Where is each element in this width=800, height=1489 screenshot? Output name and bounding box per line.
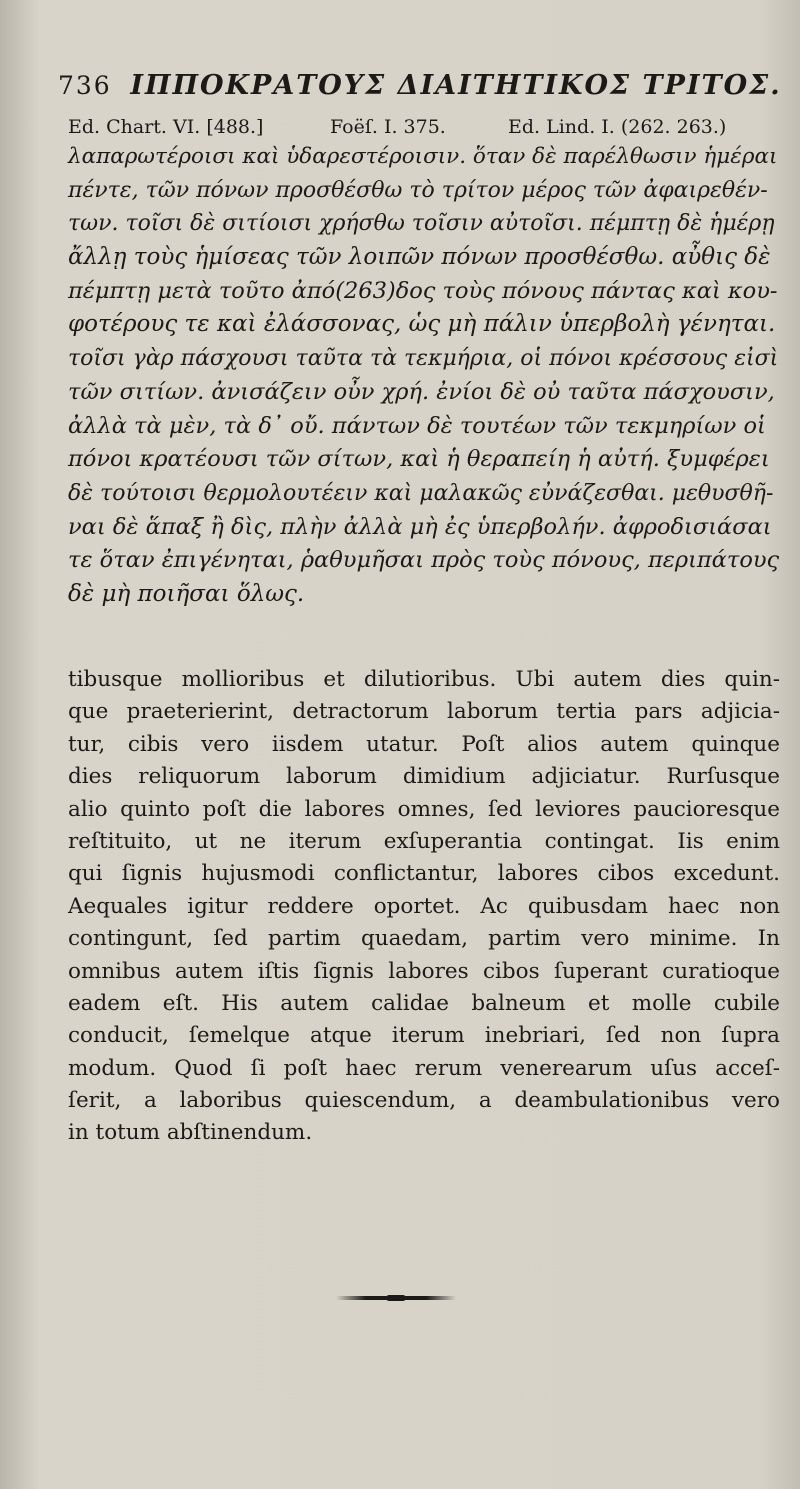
latin-line: modum. Quod ſi poſt haec rerum venerearum uſus acceſ- xyxy=(68,1055,780,1081)
latin-line: alio quinto poſt die labores omnes, ſed leviores paucioresque xyxy=(68,796,780,822)
edition-ref-linden: Ed. Lind. I. (262. 263.) xyxy=(508,116,727,138)
latin-line: omnibus autem iſtis ſignis labores cibos ſuperant curatioque xyxy=(68,958,780,984)
greek-line: ναι δὲ ἅπαξ ἢ δὶς, πλὴν ἀλλὰ μὴ ἐς ὑπερβολήν. ἀφροδισιάσαι xyxy=(68,513,772,540)
greek-line: πόνοι κρατέουσι τῶν σίτων, καὶ ἡ θεραπείη ἡ αὐτή. ξυμφέρει xyxy=(68,446,770,473)
latin-line: eadem eſt. His autem calidae balneum et molle cubile xyxy=(68,990,780,1016)
latin-line: reſtituito, ut ne iterum exſuperantia contingat. Iis enim xyxy=(68,828,780,854)
greek-line: πέμπτῃ μετὰ τοῦτο ἀπό(263)δος τοὺς πόνους πάντας καὶ κου- xyxy=(68,277,778,304)
end-ornament-rule xyxy=(336,1296,456,1300)
greek-line: ἄλλῃ τοὺς ἡμίσεας τῶν λοιπῶν πόνων προσθέσθω. αὖθις δὲ xyxy=(68,244,771,271)
page-header xyxy=(58,70,782,110)
greek-line: των. τοῖσι δὲ σιτίοισι χρήσθω τοῖσιν αὐτοῖσι. πέμπτῃ δὲ ἡμέρῃ xyxy=(68,211,775,237)
greek-line: δὲ τούτοισι θερμολουτέειν καὶ μαλακῶς εὐνάζεσθαι. μεθυσθῆ- xyxy=(68,480,774,506)
greek-line: ἀλλὰ τὰ μὲν, τὰ δ᾽ οὔ. πάντων δὲ τουτέων τῶν τεκμηρίων οἱ xyxy=(68,412,766,439)
page-number: 736 xyxy=(58,71,112,100)
latin-line: conducit, ſemelque atque iterum inebriari, ſed non ſupra xyxy=(68,1023,780,1049)
edition-ref-foes: Foëſ. I. 375. xyxy=(330,116,446,138)
greek-text-block xyxy=(68,140,780,612)
latin-line: qui ſignis hujusmodi conflictantur, labores cibos excedunt. xyxy=(68,861,780,887)
latin-line: dies reliquorum laborum dimidium adjiciatur. Rurſusque xyxy=(68,764,780,790)
edition-ref-chartier: Ed. Chart. VI. [488.] xyxy=(68,116,264,138)
latin-line: ſerit, a laboribus quiescendum, a deambulationibus vero xyxy=(68,1088,780,1114)
latin-text-block xyxy=(68,664,780,1150)
greek-line: φοτέρους τε καὶ ἐλάσσονας, ὡς μὴ πάλιν ὑπερβολὴ γένηται. xyxy=(68,311,776,338)
latin-line: tibusque mollioribus et dilutioribus. Ubi autem dies quin- xyxy=(68,667,780,692)
greek-line: τε ὅταν ἐπιγένηται, ῥαθυμῆσαι πρὸς τοὺς πόνους, περιπάτους xyxy=(68,547,780,574)
latin-line: in totum abſtinendum. xyxy=(68,1120,313,1146)
greek-line: πέντε, τῶν πόνων προσθέσθω τὸ τρίτον μέρος τῶν ἀφαιρεθέν- xyxy=(68,177,768,203)
latin-line: tur, cibis vero iisdem utatur. Poſt alios autem quinque xyxy=(68,731,780,757)
latin-line: que praeterierint, detractorum laborum tertia pars adjicia- xyxy=(68,699,780,725)
greek-line: λαπαρωτέροισι καὶ ὑδαρεστέροισιν. ὅταν δὲ παρέλθωσιν ἡμέραι xyxy=(68,144,778,169)
running-title: ΙΠΠΟΚΡΑΤΟΥΣ ΔΙΑΙΤΗΤΙΚΟΣ ΤΡΙΤΟΣ. xyxy=(130,70,782,101)
latin-line: contingunt, ſed partim quaedam, partim vero minime. In xyxy=(68,926,780,952)
greek-line: δὲ μὴ ποιῆσαι ὅλως. xyxy=(68,580,305,607)
greek-line: τῶν σιτίων. ἀνισάζειν οὖν χρή. ἐνίοι δὲ οὐ ταῦτα πάσχουσιν, xyxy=(68,378,775,405)
greek-line: τοῖσι γὰρ πάσχουσι ταῦτα τὰ τεκμήρια, οἱ πόνοι κρέσσους εἰσὶ xyxy=(68,346,779,372)
latin-line: Aequales igitur reddere oportet. Ac quibusdam haec non xyxy=(68,893,780,919)
